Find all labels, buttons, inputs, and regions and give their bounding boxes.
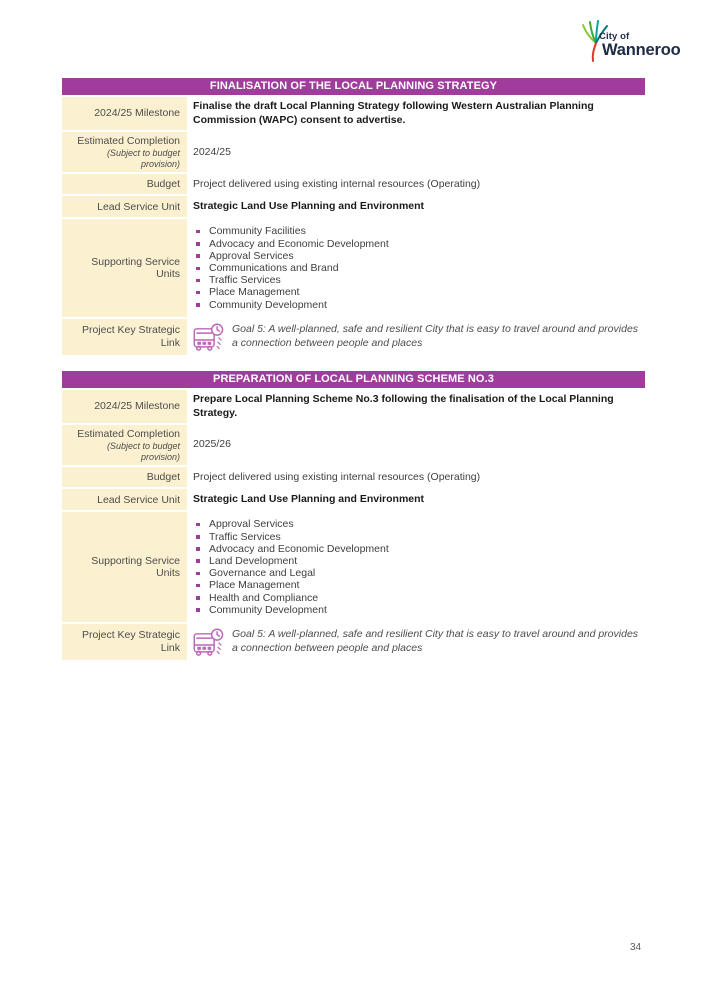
table-title: PREPARATION OF LOCAL PLANNING SCHEME NO.3 — [62, 371, 645, 388]
list-item: Communications and Brand — [193, 262, 641, 274]
list-item: Advocacy and Economic Development — [193, 543, 641, 555]
supporting-service-units-value — [193, 219, 645, 316]
list-item: Community Facilities — [193, 225, 641, 237]
row-label-note: (Subject to budget provision) — [106, 147, 180, 169]
row-label-note: (Subject to budget provision) — [106, 440, 180, 462]
logo-text-city-of: City of — [599, 31, 630, 42]
strategic-link-value — [193, 624, 645, 660]
list-item: Health and Compliance — [193, 592, 641, 604]
list-item: Approval Services — [193, 518, 641, 530]
row-label-milestone: 2024/25 Milestone — [62, 390, 187, 423]
page-content — [62, 78, 645, 676]
budget-value: Project delivered using existing internal resources (Operating) — [193, 470, 481, 483]
table-row — [62, 624, 645, 660]
table-row — [62, 512, 645, 622]
list-item: Advocacy and Economic Development — [193, 238, 641, 250]
city-of-wanneroo-logo — [581, 20, 693, 64]
project-table-finalisation — [62, 78, 645, 355]
table-row — [62, 196, 645, 217]
table-row — [62, 174, 645, 194]
table-row — [62, 467, 645, 487]
row-label-strategic-link: Project Key Strategic Link — [62, 624, 187, 660]
estimated-completion-value: 2024/25 — [193, 145, 231, 158]
bus-clock-icon — [193, 627, 224, 657]
row-label-budget: Budget — [62, 467, 187, 487]
bus-clock-icon — [193, 322, 224, 352]
list-item: Traffic Services — [193, 531, 641, 543]
supporting-units-list — [193, 515, 641, 619]
table-row — [62, 219, 645, 316]
list-item: Place Management — [193, 579, 641, 591]
supporting-service-units-value — [193, 512, 645, 622]
milestone-value: Finalise the draft Local Planning Strategy following Western Australian Planning Commission (WAPC) consent to advertise. — [193, 100, 594, 126]
milestone-value: Prepare Local Planning Scheme No.3 following the finalisation of the Local Planning Strategy. — [193, 392, 614, 419]
row-label-strategic-link: Project Key Strategic Link — [62, 319, 187, 355]
project-table-scheme-no3 — [62, 371, 645, 660]
list-item: Approval Services — [193, 250, 641, 262]
table-row — [62, 425, 645, 465]
list-item: Community Development — [193, 299, 641, 311]
list-item: Community Development — [193, 604, 641, 616]
table-row — [62, 319, 645, 355]
lead-service-unit-value: Strategic Land Use Planning and Environment — [193, 200, 425, 213]
row-label-text: Estimated Completion — [77, 135, 180, 148]
table-row — [62, 97, 645, 130]
row-label-supporting-service-units: Supporting Service Units — [62, 512, 187, 622]
supporting-units-list — [193, 222, 641, 313]
row-label-estimated-completion — [62, 132, 187, 172]
strategic-link-value — [193, 319, 645, 355]
goal-text: Goal 5: A well-planned, safe and resilient City that is easy to travel around and provides a connection between people and places — [232, 323, 639, 349]
table-title: FINALISATION OF THE LOCAL PLANNING STRATEGY — [62, 78, 645, 95]
table-row — [62, 132, 645, 172]
lead-service-unit-value: Strategic Land Use Planning and Environment — [193, 493, 425, 506]
table-row — [62, 489, 645, 510]
row-label-milestone: 2024/25 Milestone — [62, 97, 187, 130]
row-label-lead-service-unit: Lead Service Unit — [62, 489, 187, 510]
list-item: Land Development — [193, 555, 641, 567]
row-label-lead-service-unit: Lead Service Unit — [62, 196, 187, 217]
estimated-completion-value: 2025/26 — [193, 438, 231, 451]
row-label-budget: Budget — [62, 174, 187, 194]
page-number: 34 — [630, 942, 642, 953]
row-label-text: Estimated Completion — [77, 428, 180, 441]
row-label-supporting-service-units: Supporting Service Units — [62, 219, 187, 316]
list-item: Traffic Services — [193, 274, 641, 286]
goal-text: Goal 5: A well-planned, safe and resilient City that is easy to travel around and provides a connection between people and places — [232, 628, 639, 654]
budget-value: Project delivered using existing internal resources (Operating) — [193, 177, 481, 190]
row-label-estimated-completion — [62, 425, 187, 465]
list-item: Governance and Legal — [193, 567, 641, 579]
logo-text-wanneroo: Wanneroo — [602, 41, 681, 59]
list-item: Place Management — [193, 286, 641, 298]
table-row — [62, 390, 645, 423]
